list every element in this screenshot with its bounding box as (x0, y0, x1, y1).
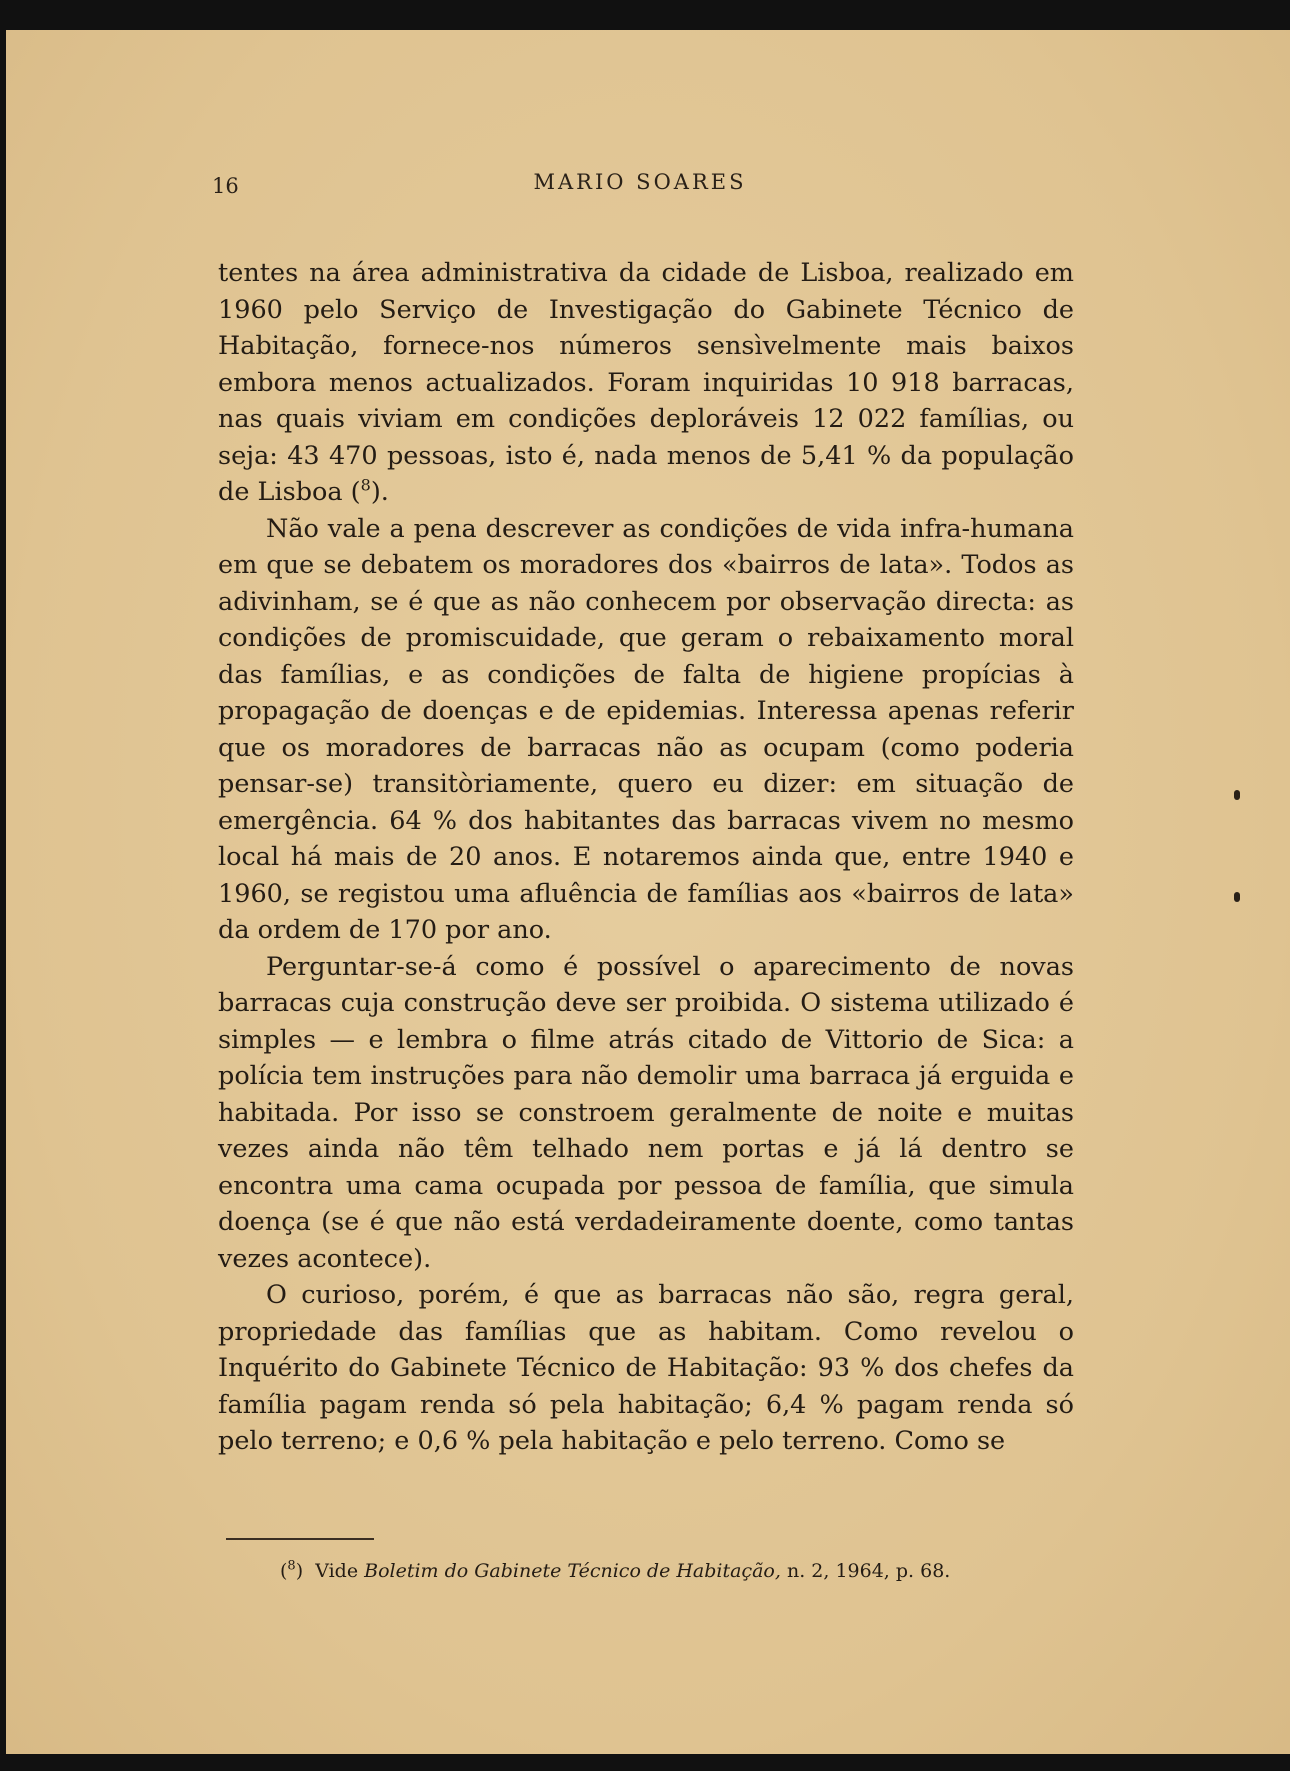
paragraph: Não vale a pena descrever as condições de vida infra-humana em que se debatem os moradores dos «bairros de lata». Todos as adivinham, se é que as não conhecem por observação directa: as condições de promiscuidade, que geram o rebaixamento moral das famílias, e as condições de falta de higiene propícias à propagação de doenças e de epidemias. Interessa apenas referir que os moradores de barracas não as ocupam (como poderia pensar-se) transitòriamente, quero eu dizer: em situação de emergência. 64 % dos habitantes das barracas vivem no mesmo local há mais de 20 anos. E notaremos ainda que, entre 1940 e 1960, se registou uma afluência de famílias aos «bairros de lata» da ordem de 170 por ano. (218, 513, 1074, 945)
body-text (218, 255, 1074, 1460)
paragraph: O curioso, porém, é que as barracas não são, regra geral, propriedade das famílias que as habitam. Como revelou o Inquérito do Gabinete Técnico de Habitação: 93 % dos chefes da família pagam renda só pela habitação; 6,4 % pagam renda só pelo terreno; e 0,6 % pela habitação e pelo terreno. Como se (218, 1280, 1074, 1456)
footnote-suffix: n. 2, 1964, p. 68. (780, 1560, 951, 1582)
paragraph: Perguntar-se-á como é possível o aparecimento de novas barracas cuja construção deve ser proibida. O sistema utilizado é simples — e lembra o filme atrás citado de Vittorio de Sica: a polícia tem instruções para não demolir uma barraca já erguida e habitada. Por isso se constroem geralmente de noite e muitas vezes ainda não têm telhado nem portas e já lá dentro se encontra uma cama ocupada por pessoa de família, que simula doença (se é que não está verdadeiramente doente, como tantas vezes acontece). (218, 951, 1074, 1274)
paragraph (218, 255, 1074, 511)
paragraph-text: tentes na área administrativa da cidade de Lisboa, realizado em 1960 pelo Serviço de Investigação do Gabinete Técnico de Habitação, fornece-nos números sensìvelmente mais baixos embora menos actualizados. Foram inquiridas 10 918 barracas, nas quais viviam em condições deploráveis 12 022 famílias, ou seja: 43 470 pessoas, isto é, nada menos de 5,41 % da população de Lisboa ( (218, 258, 1074, 507)
footnote-prefix: Vide (315, 1560, 365, 1582)
paragraph-text-end: ). (370, 477, 389, 507)
book-page (6, 30, 1290, 1754)
footnote-reference: 8 (360, 475, 371, 495)
footnote-divider (226, 1538, 374, 1540)
margin-ink-mark (1234, 790, 1240, 800)
page-header (212, 170, 1068, 210)
page-number: 16 (212, 174, 239, 198)
running-title: MARIO SOARES (533, 170, 747, 194)
footnote-title: Boletim do Gabinete Técnico de Habitação, (364, 1560, 781, 1582)
footnote: ($^8$) Vide Boletim do Gabinete Técnico de Habitação, n. 2, 1964, p. 68. (280, 1558, 951, 1582)
footnote-marker: 8 (287, 1558, 296, 1574)
margin-ink-mark (1234, 892, 1240, 902)
